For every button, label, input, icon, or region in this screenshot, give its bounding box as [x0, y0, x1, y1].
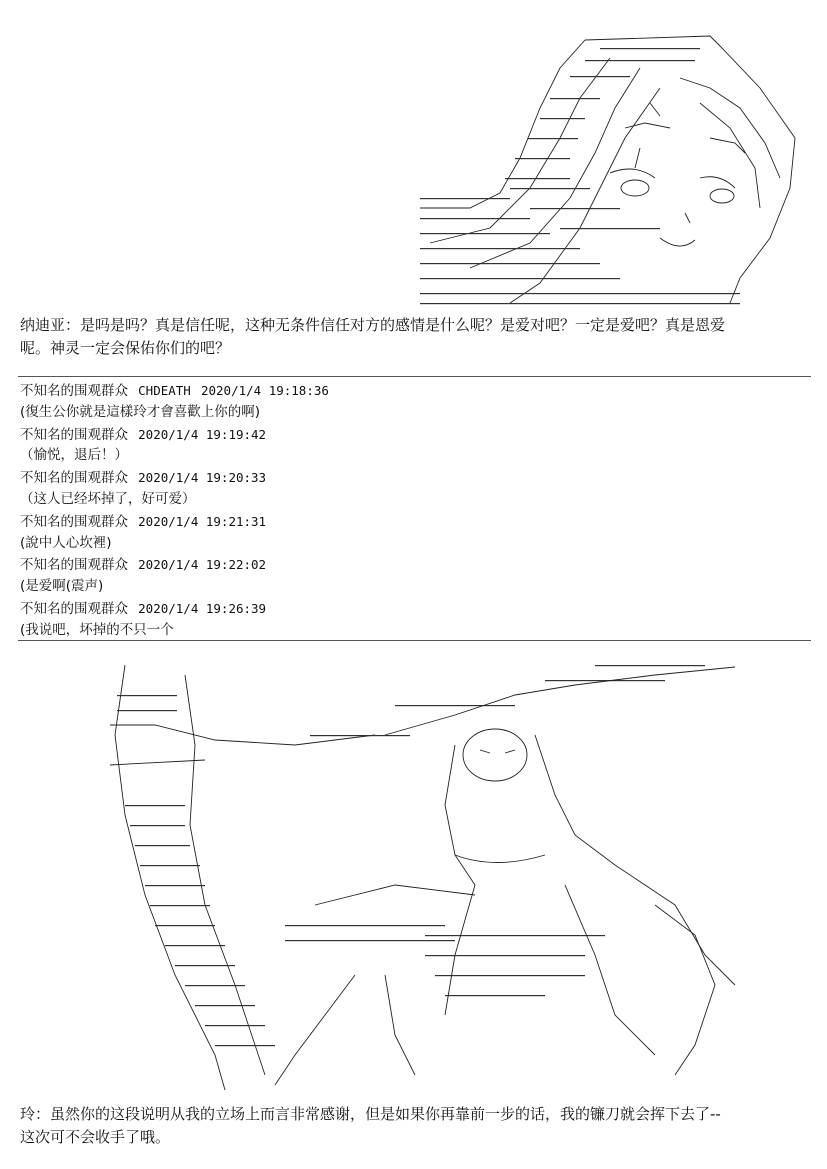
comment-header [20, 424, 810, 446]
bottom-divider [18, 640, 811, 641]
dialogue-bottom-line-2: 这次可不会收手了哦。 [20, 1128, 171, 1146]
comment-body: （这人已经坏掉了，好可爱） [20, 490, 196, 507]
comment-header [20, 380, 810, 402]
comment-tag: CHDEATH [138, 383, 191, 398]
comment-text [20, 489, 810, 511]
comment-text [20, 576, 810, 598]
comment-user: 不知名的围观群众 [20, 426, 128, 443]
comment-text [20, 402, 810, 424]
comment-header [20, 467, 810, 489]
comment-text [20, 533, 810, 555]
comment-body: (說中人心坎裡) [20, 534, 112, 551]
comment-thread [20, 380, 810, 642]
nadia-ascii-art-drawing [410, 28, 805, 308]
comment-time: 2020/1/4 19:18:36 [200, 383, 329, 398]
comment-text [20, 620, 810, 642]
comment-header [20, 511, 810, 533]
comment-time: 2020/1/4 19:20:33 [138, 470, 267, 486]
nadia-ascii-art [410, 28, 805, 308]
comment-time: 2020/1/4 19:22:02 [138, 557, 267, 573]
comment-text [20, 445, 810, 467]
comment-user: 不知名的围观群众 [20, 513, 128, 530]
comment-user: 不知名的围观群众 [20, 557, 128, 574]
dialogue-top [20, 314, 815, 360]
comment-time: 2020/1/4 19:21:31 [138, 513, 267, 529]
comment-time: 2020/1/4 19:26:39 [138, 600, 267, 616]
comment-body: (是爱啊(震声) [20, 578, 104, 595]
comment-user: 不知名的围观群众 [20, 383, 128, 399]
top-divider [18, 376, 811, 377]
comment-body: (復生公你就是這樣玲才會喜歡上你的啊) [20, 403, 261, 420]
comment-time: 2020/1/4 19:19:42 [138, 426, 267, 442]
dialogue-bottom [20, 1103, 815, 1149]
dialogue-bottom-line-1: 玲：虽然你的这段说明从我的立场上而言非常感谢，但是如果你再靠前一步的话，我的镰刀就会挥下去了-- [20, 1105, 721, 1123]
comment-header [20, 554, 810, 576]
comment-user: 不知名的围观群众 [20, 600, 128, 617]
dialogue-top-line-1: 纳迪亚：是吗是吗？真是信任呢，这种无条件信任对方的感情是什么呢？是爱对吧？一定是爱吧？真是恩爱 [20, 316, 726, 334]
comment-body: (我说吧，坏掉的不只一个 [20, 621, 174, 638]
comment-user: 不知名的围观群众 [20, 470, 128, 487]
dialogue-top-line-2: 呢。神灵一定会保佑你们的吧？ [20, 339, 231, 357]
scythe-scene-ascii-art [95, 655, 755, 1095]
scythe-scene-drawing [95, 655, 755, 1095]
comment-body: （愉悦，退后！） [20, 447, 128, 464]
comment-header [20, 598, 810, 620]
